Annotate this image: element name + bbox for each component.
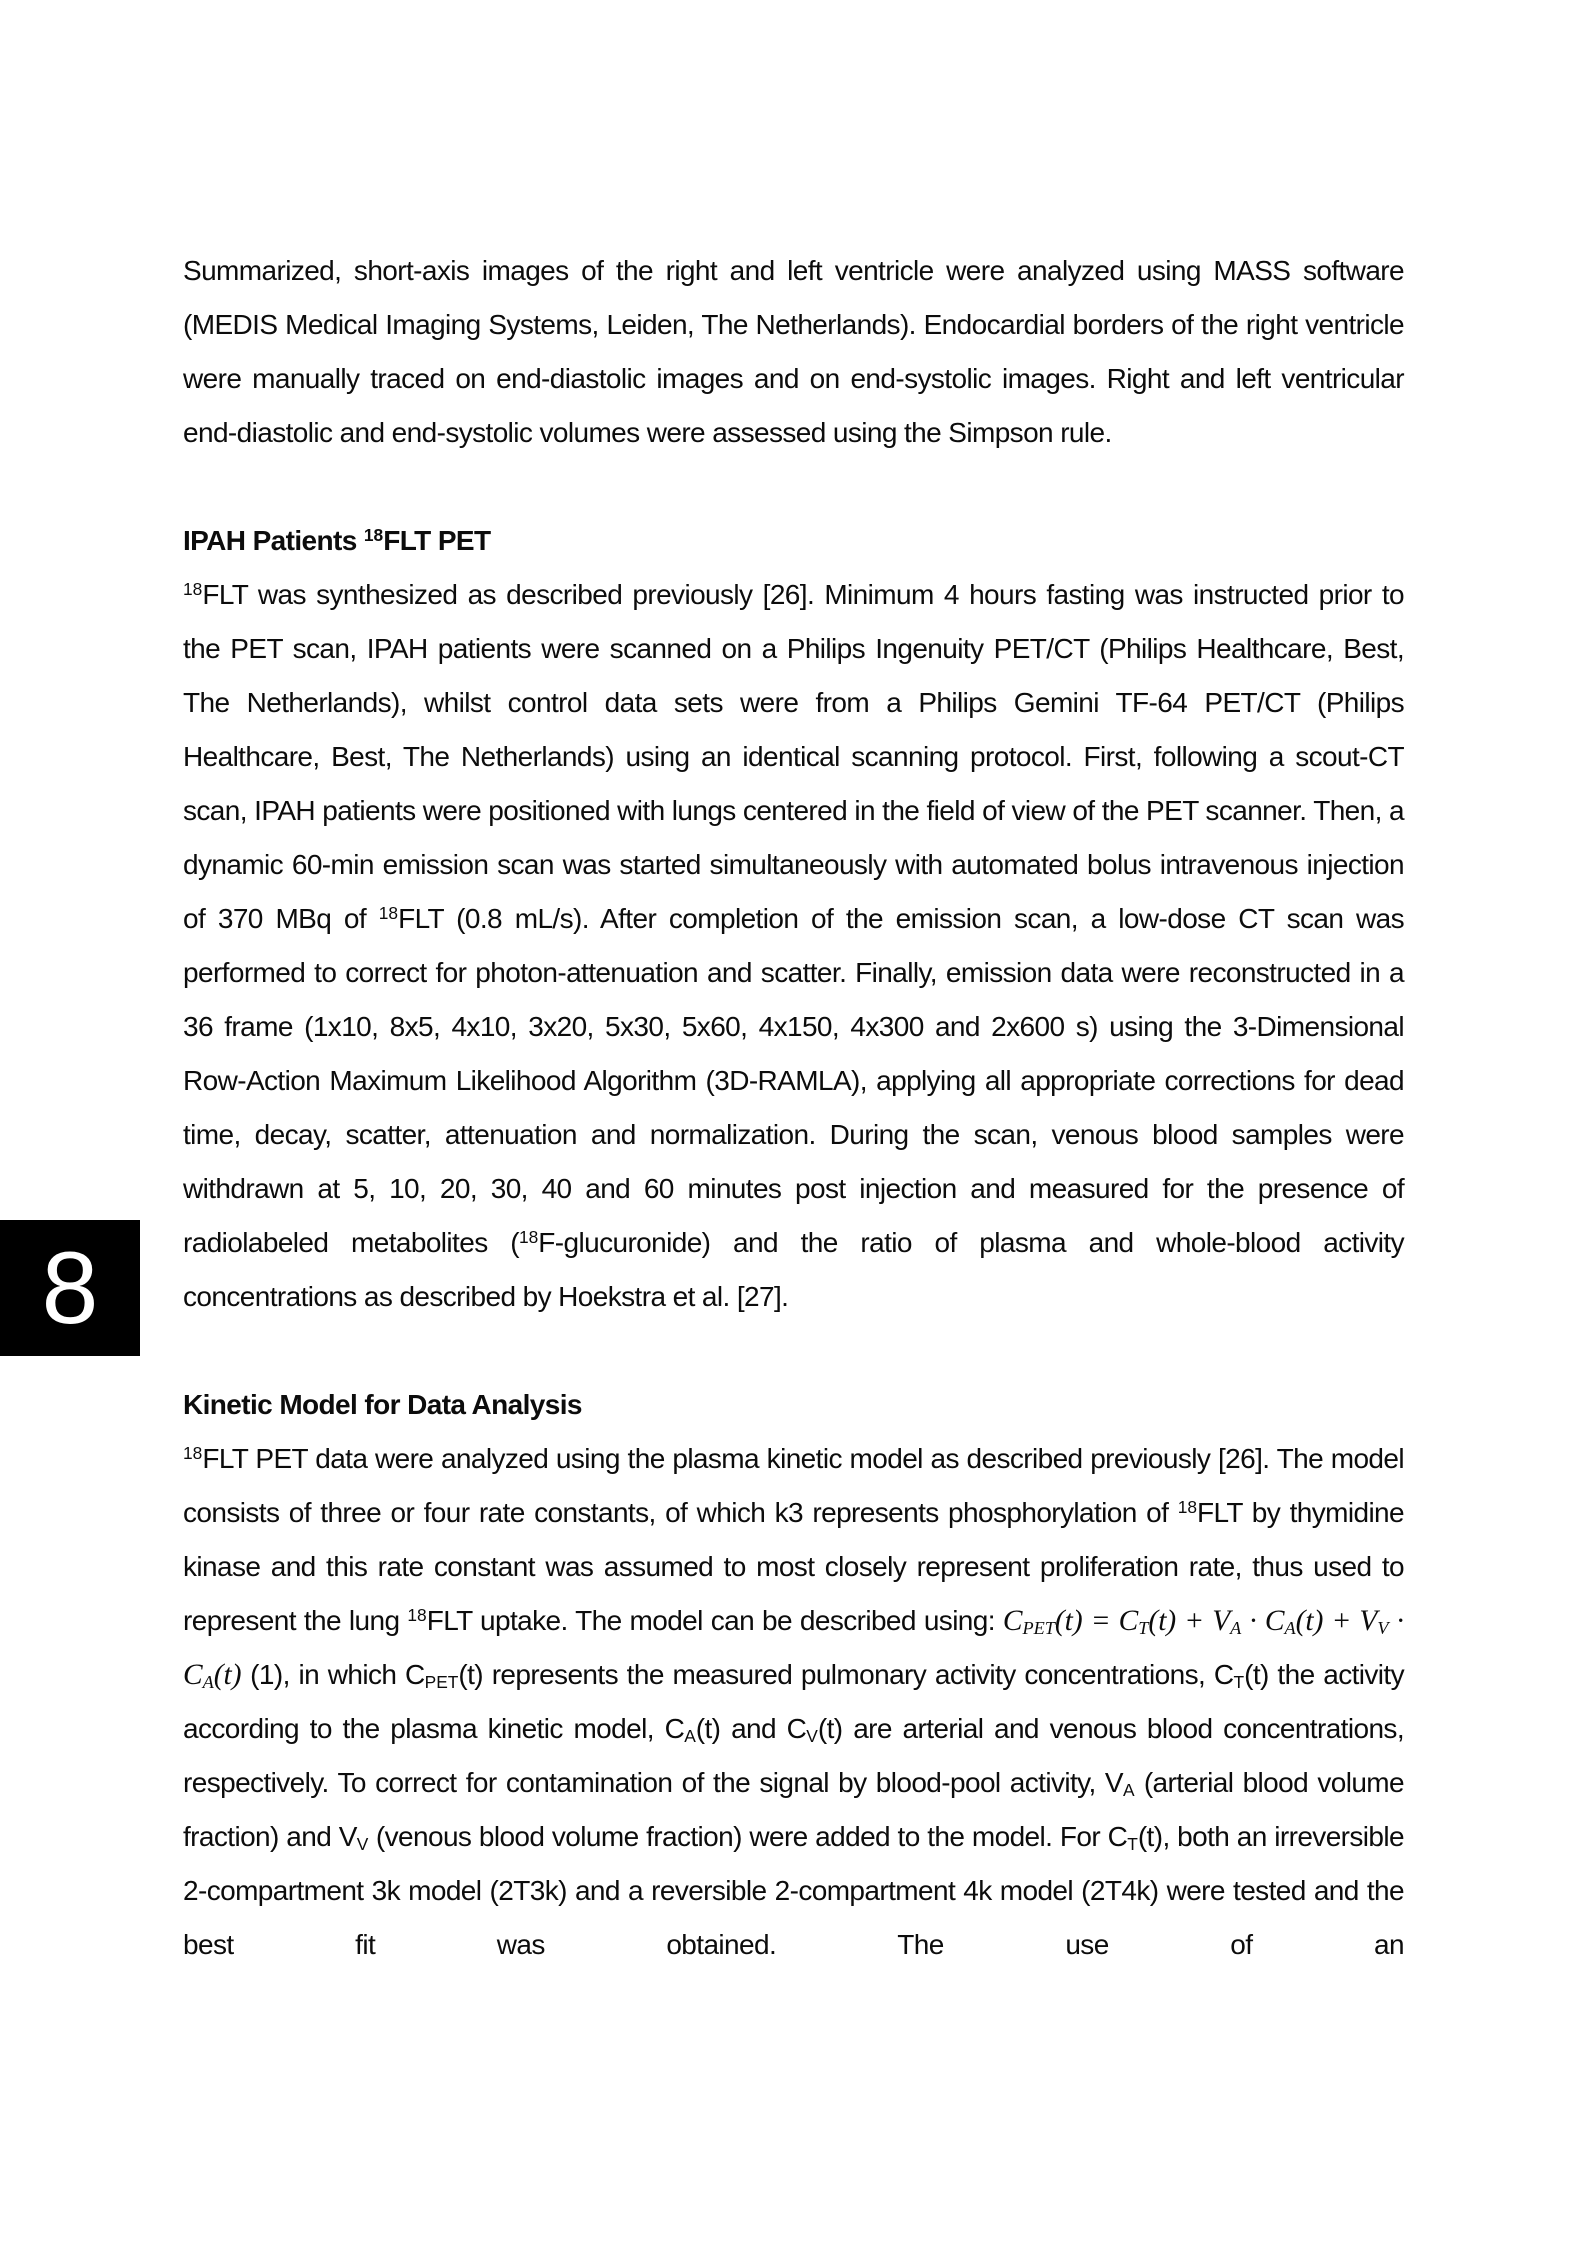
paragraph-cmr-analysis: Summarized, short-axis images of the right and left ventricle were analyzed using MASS software (MEDIS Medical Imaging Systems, Leiden, The Netherlands). Endocardial borders of the right ventricle were manually traced on end-diastolic images and on end-systolic images. Right and left ventricular end-diastolic and end-systolic volumes were assessed using the Simpson rule.	[183, 255, 1404, 448]
inline-equation: $C_{PET}(t) = C_T(t) + V_A \cdot C_A(t) + V_V \cdot C_A(t)$	[183, 1605, 1404, 1692]
section-heading-kinetic-model: Kinetic Model for Data Analysis	[183, 1389, 582, 1420]
page-content	[183, 244, 1404, 1972]
chapter-number-tab	[0, 1220, 140, 1356]
paragraph-ipah-flt-pet: $^{18}$FLT was synthesized as described previously [26]. Minimum 4 hours fasting was instructed prior to the PET scan, IPAH patients were scanned on a Philips Ingenuity PET/CT (Philips Healthcare, Best, The Netherlands), whilst control data sets were from a Philips Gemini TF-64 PET/CT (Philips Healthcare, Best, The Netherlands) using an identical scanning protocol. First, following a scout-CT scan, IPAH patients were positioned with lungs centered in the field of view of the PET scanner. Then, a dynamic 60-min emission scan was started simultaneously with automated bolus intravenous injection of 370 MBq of $^{18}$FLT (0.8 mL/s). After completion of the emission scan, a low-dose CT scan was performed to correct for photon-attenuation and scatter. Finally, emission data were reconstructed in a 36 frame (1x10, 8x5, 4x10, 3x20, 5x30, 5x60, 4x150, 4x300 and 2x600 s) using the 3-Dimensional Row-Action Maximum Likelihood Algorithm (3D-RAMLA), applying all appropriate corrections for dead time, decay, scatter, attenuation and normalization. During the scan, venous blood samples were withdrawn at 5, 10, 20, 30, 40 and 60 minutes post injection and measured for the presence of radiolabeled metabolites ($^{18}$F-glucuronide) and the ratio of plasma and whole-blood activity concentrations as described by Hoekstra et al. [27].	[183, 579, 1404, 1312]
paragraph-kinetic-model: $^{18}$FLT PET data were analyzed using the plasma kinetic model as described previously [26]. The model consists of three or four rate constants, of which k3 represents phosphorylation of $^{18}$FLT by thymidine kinase and this rate constant was assumed to most closely represent proliferation rate, thus used to represent the lung $^{18}$FLT uptake. The model can be described using: $C_{PET}(t) = C_T(t) + V_A \cdot C_A(t) + V_V \cdot C_A(t)$ (1), in which $C_{PET}(t)$ represents the measured pulmonary activity concentrations, $C_T(t)$ the activity according to the plasma kinetic model, $C_A(t)$ and $C_V(t)$ are arterial and venous blood concentrations, respectively. To correct for contamination of the signal by blood-pool activity, $V_A$ (arterial blood volume fraction) and $V_V$ (venous blood volume fraction) were added to the model. For $C_T(t)$, both an irreversible 2-compartment 3k model (2T3k) and a reversible 2-compartment 4k model (2T4k) were tested and the best fit was obtained. The use of an	[183, 1443, 1405, 1960]
chapter-number: 8	[41, 1231, 99, 1345]
section-heading-ipah-flt-pet: IPAH Patients $^{18}$FLT PET	[183, 525, 491, 556]
